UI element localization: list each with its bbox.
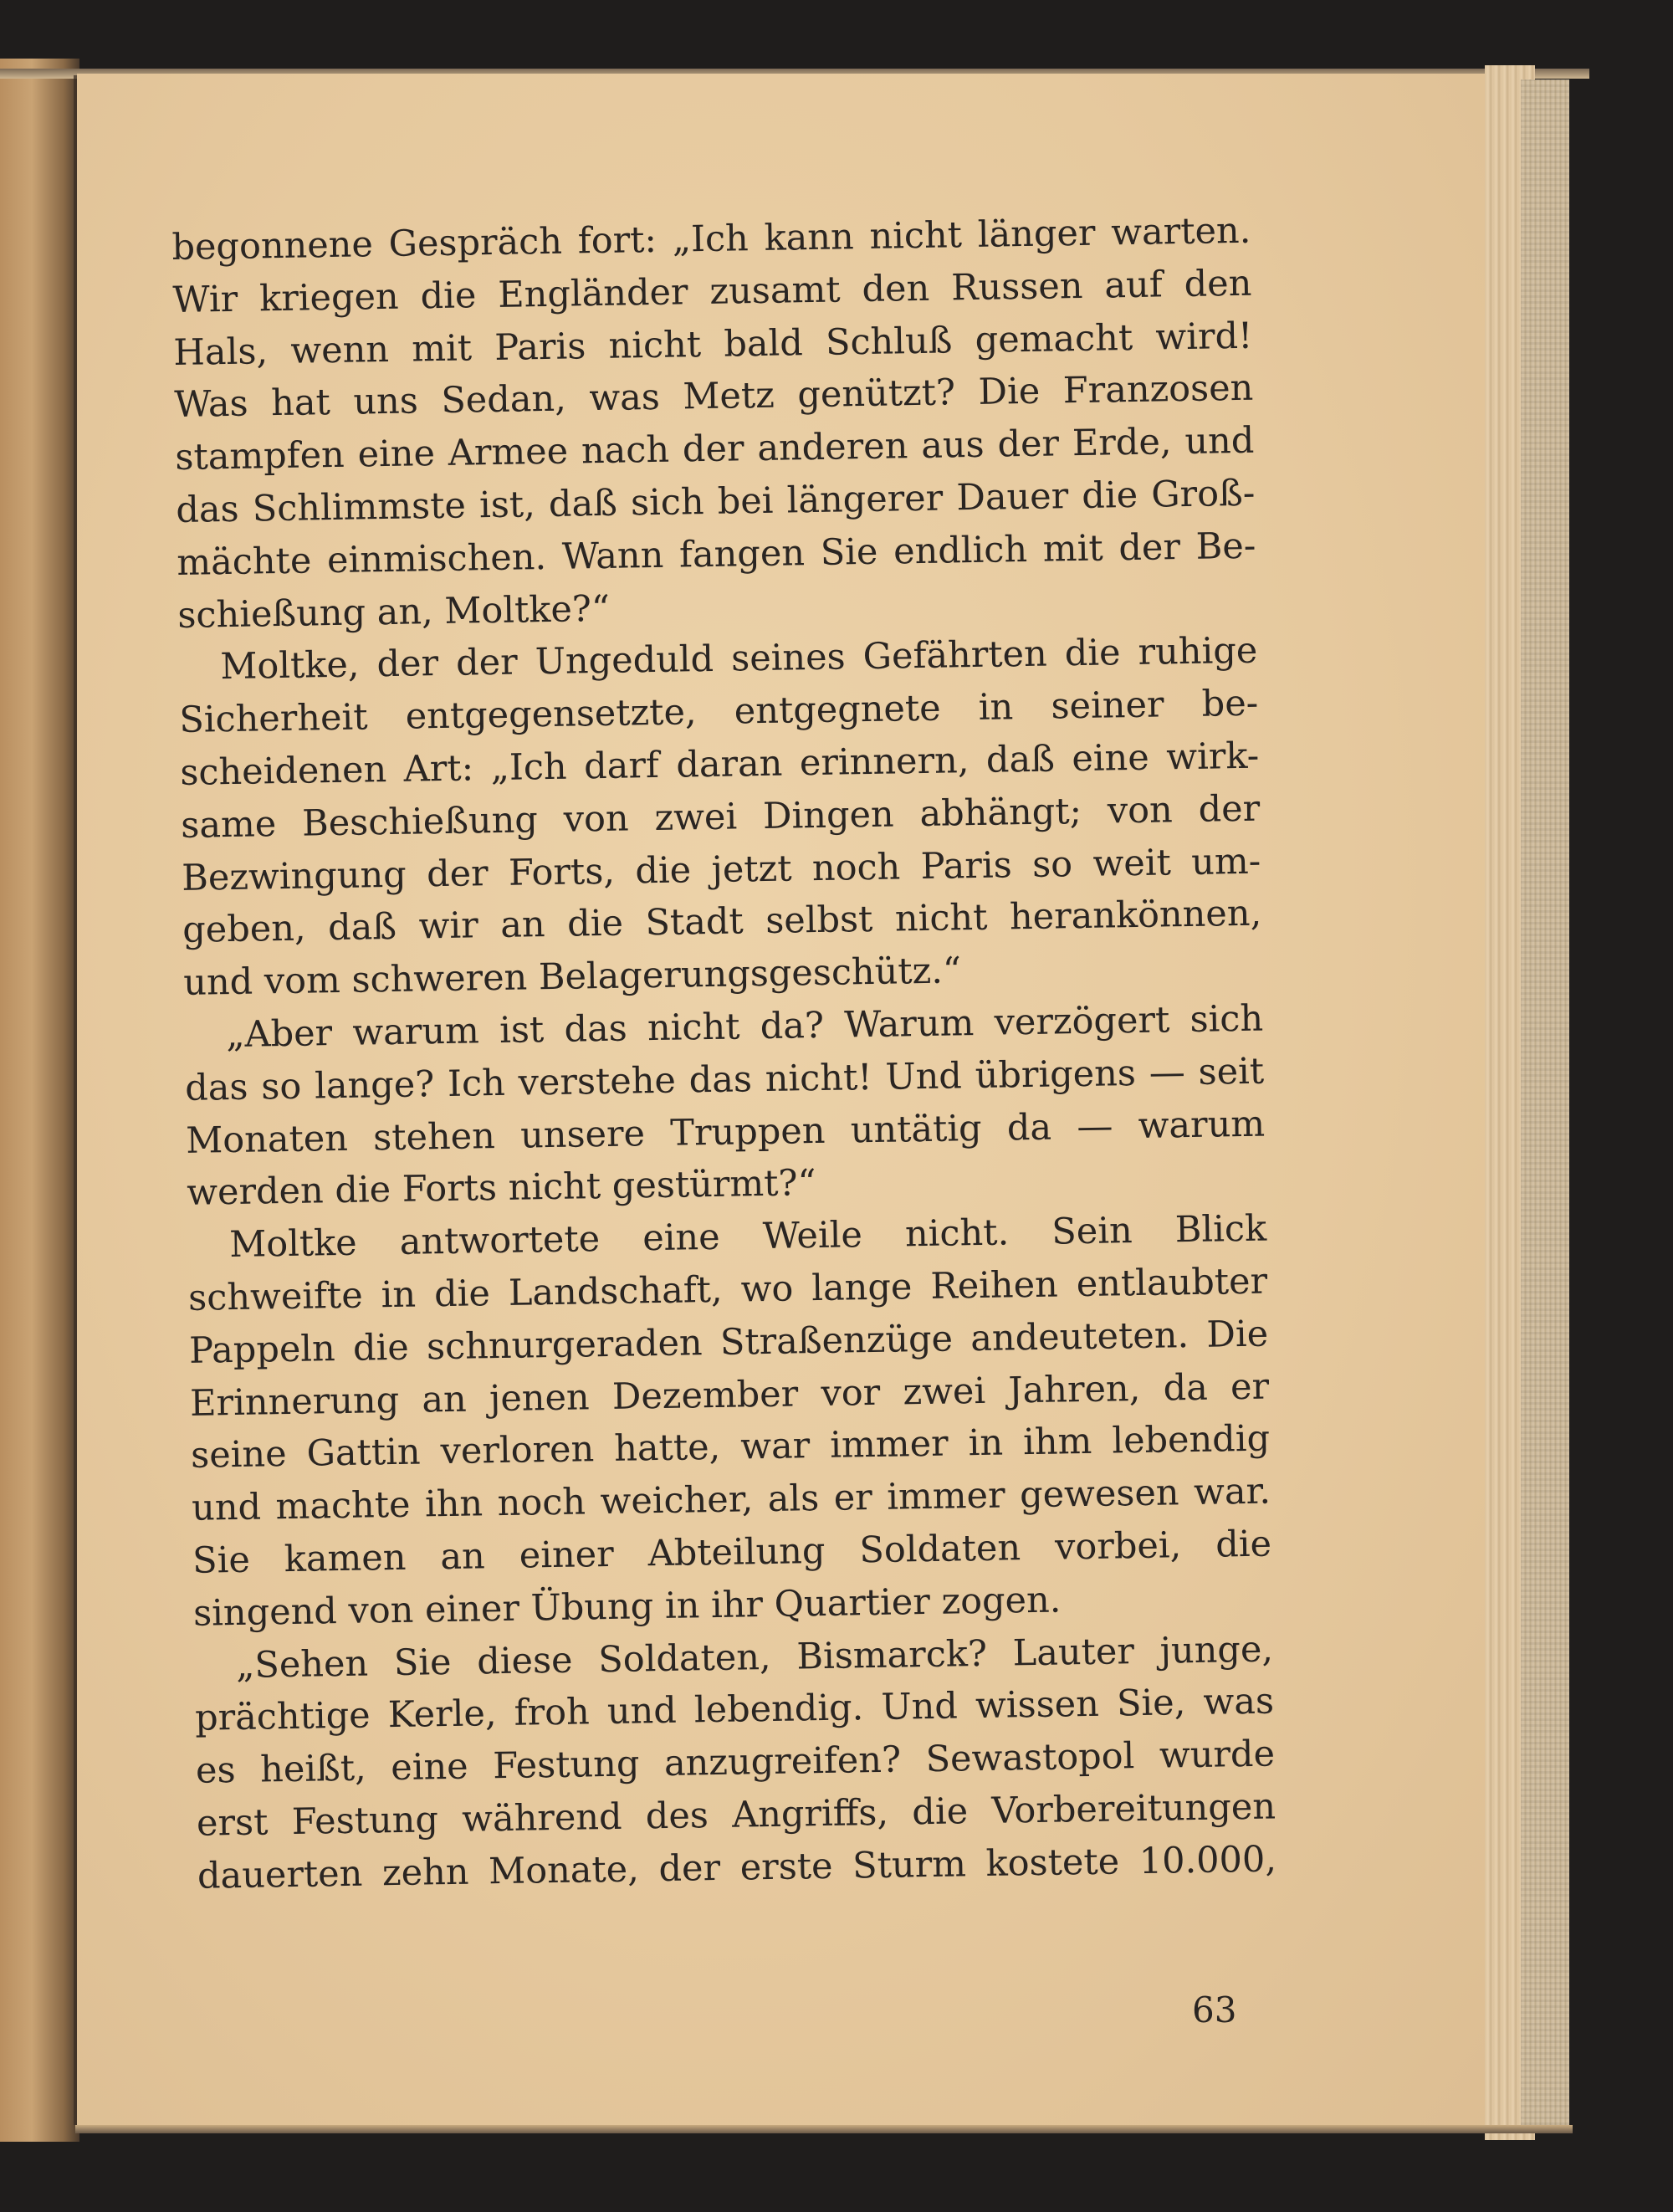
body-text (171, 205, 1276, 1903)
text-line: es heißt, eine Festung anzugreifen? Sewastopol wurde (195, 1733, 1276, 1792)
text-line: und machte ihn noch weicher, als er immer gewesen war. (191, 1470, 1271, 1529)
text-line: singend von einer Übung in ihr Quartier zogen. (192, 1579, 1062, 1635)
text-line: seine Gattin verloren hatte, war immer in ihm lebendig (190, 1417, 1271, 1477)
text-line: und vom schweren Belagerungsgeschütz.“ (182, 950, 962, 1005)
text-line: Monaten stehen unsere Truppen untätig da — warum (185, 1103, 1266, 1162)
text-line: schießung an, Moltke?“ (177, 587, 611, 637)
text-line: „Aber warum ist das nicht da? Warum verzögert sich (225, 997, 1264, 1057)
text-line: stampfen eine Armee nach der anderen aus der Erde, und (175, 419, 1255, 479)
text-line: Pappeln die schnurgeraden Straßenzüge andeuteten. Die (188, 1313, 1269, 1372)
text-line: das so lange? Ich verstehe das nicht! Und übrigens — seit (184, 1050, 1265, 1109)
text-line: Sicherheit entgegensetzte, entgegnete in seiner be- (178, 682, 1259, 742)
text-line: Erinnerung an jenen Dezember vor zwei Jahren, da er (189, 1365, 1270, 1425)
text-line: begonnene Gespräch fort: „Ich kann nicht länger warten. (171, 209, 1251, 269)
text-line: Bezwingung der Forts, die jetzt noch Paris so weit um- (181, 840, 1261, 899)
book-binding (1521, 79, 1569, 2125)
book-bottom-edge (75, 2125, 1573, 2133)
text-line: Wir kriegen die Engländer zusamt den Russen auf den (172, 262, 1252, 321)
previous-page-edge (0, 59, 79, 2142)
text-line: Moltke antwortete eine Weile nicht. Sein Blick (228, 1207, 1267, 1267)
text-line: „Sehen Sie diese Soldaten, Bismarck? Lauter junge, (235, 1628, 1274, 1687)
text-line: werden die Forts nicht gestürmt?“ (186, 1162, 816, 1215)
text-line: same Beschießung von zwei Dingen abhängt; von der (180, 787, 1261, 847)
page-number: 63 (1192, 1989, 1237, 2030)
text-line: Moltke, der der Ungeduld seines Gefährten die ruhige (219, 630, 1258, 689)
text-line: geben, daß wir an die Stadt selbst nicht herankönnen, (182, 892, 1262, 952)
text-line: Sie kamen an einer Abteilung Soldaten vorbei, die (192, 1523, 1272, 1582)
text-line: das Schlimmste ist, daß sich bei längerer Dauer die Groß- (176, 472, 1256, 531)
text-line: dauerten zehn Monate, der erste Sturm kostete 10.000, (197, 1838, 1277, 1897)
text-line: prächtige Kerle, froh und lebendig. Und wissen Sie, was (194, 1680, 1275, 1740)
text-line: schweifte in die Landschaft, wo lange Reihen entlaubter (187, 1260, 1268, 1319)
text-line: Was hat uns Sedan, was Metz genützt? Die Franzosen (174, 367, 1254, 427)
text-line: mächte einmischen. Wann fangen Sie endlich mit der Be- (177, 525, 1256, 584)
text-line: Hals, wenn mit Paris nicht bald Schluß gemacht wird! (173, 315, 1253, 374)
page-gutter (74, 75, 77, 2125)
text-line: scheidenen Art: „Ich darf daran erinnern, daß eine wirk- (179, 735, 1260, 794)
text-line: erst Festung während des Angriffs, die Vorbereitungen (196, 1785, 1276, 1845)
